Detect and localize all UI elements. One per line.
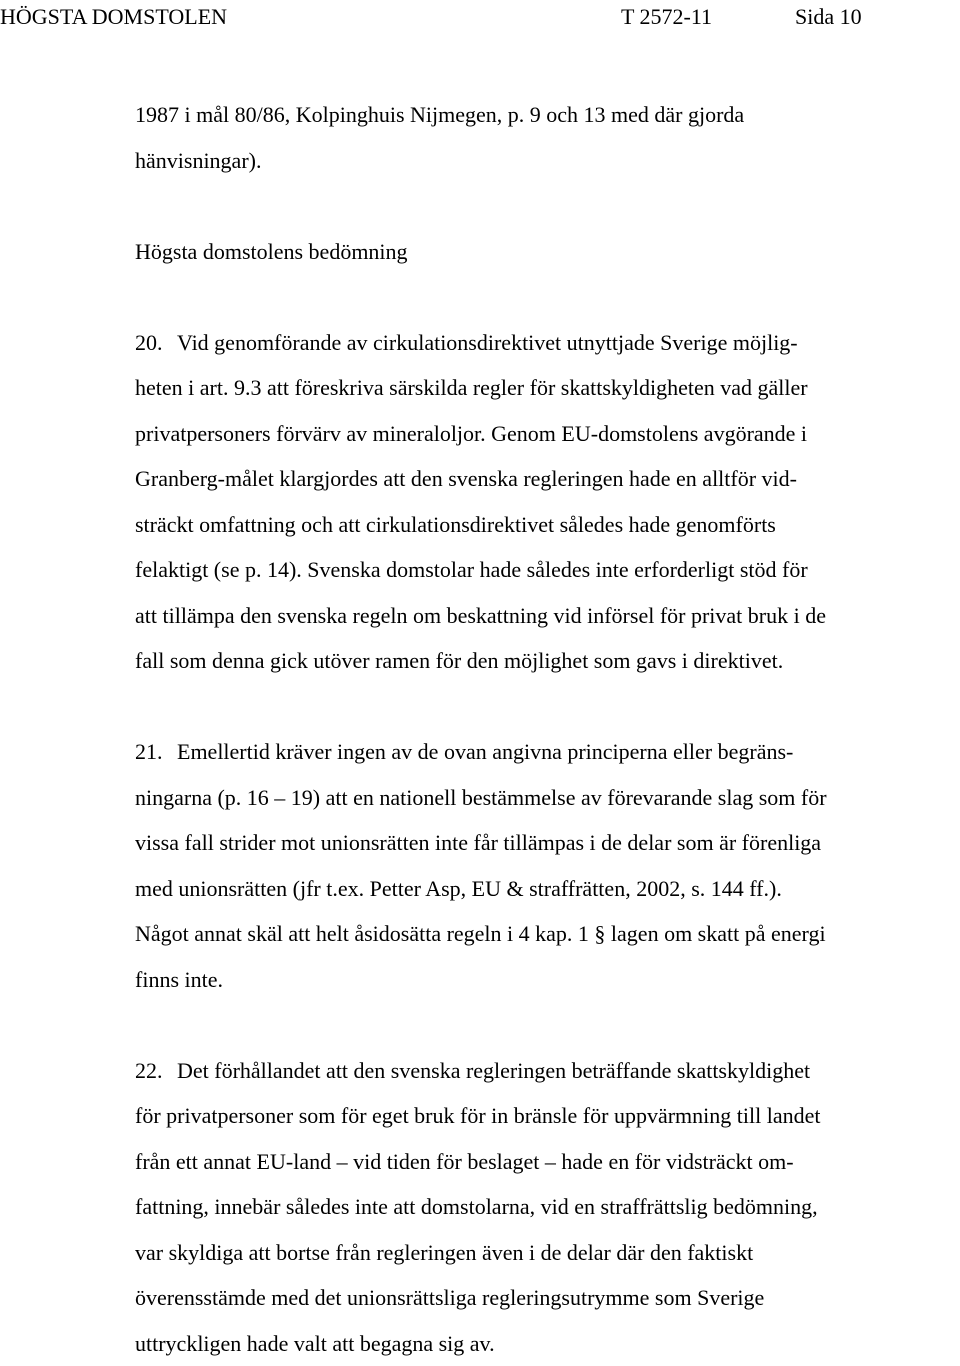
paragraph-number: 21. (135, 729, 177, 775)
text-line: var skyldiga att bortse från regleringen även i de delar där den faktiskt (135, 1230, 957, 1276)
court-name: HÖGSTA DOMSTOLEN (0, 2, 227, 32)
case-number: T 2572-11 (621, 2, 712, 32)
text-line: 1987 i mål 80/86, Kolpinghuis Nijmegen, p. 9 och 13 med där gjorda (135, 92, 957, 138)
page-header (0, 2, 960, 36)
text-line: finns inte. (135, 957, 957, 1003)
paragraph-20 (135, 320, 957, 684)
text-line: heten i art. 9.3 att föreskriva särskilda regler för skattskyldigheten vad gäller (135, 365, 957, 411)
text-line: med unionsrätten (jfr t.ex. Petter Asp, EU & straffrätten, 2002, s. 144 ff.). (135, 866, 957, 912)
text-line: Det förhållandet att den svenska regleringen beträffande skattskyldighet (177, 1058, 810, 1083)
text-line: överensstämde med det unionsrättsliga regleringsutrymme som Sverige (135, 1275, 957, 1321)
text-line: fattning, innebär således inte att domstolarna, vid en straffrättslig bedömning, (135, 1184, 957, 1230)
text-line: från ett annat EU-land – vid tiden för beslaget – hade en för vidsträckt om- (135, 1139, 957, 1185)
text-line: privatpersoners förvärv av mineraloljor. Genom EU-domstolens avgörande i (135, 411, 957, 457)
text-line: för privatpersoner som för eget bruk för in bränsle för uppvärmning till landet (135, 1093, 957, 1139)
text-line: Något annat skäl att helt åsidosätta regeln i 4 kap. 1 § lagen om skatt på energi (135, 911, 957, 957)
paragraph-number: 20. (135, 320, 177, 366)
text-line: Vid genomförande av cirkulationsdirektivet utnyttjade Sverige möjlig- (177, 330, 798, 355)
text-line: Granberg-målet klargjordes att den svenska regleringen hade en alltför vid- (135, 456, 957, 502)
section-heading: Högsta domstolens bedömning (135, 229, 957, 275)
document-body (135, 92, 957, 1366)
paragraph-21 (135, 729, 957, 1002)
text-line: felaktigt (se p. 14). Svenska domstolar hade således inte erforderligt stöd för (135, 547, 957, 593)
paragraph-22 (135, 1048, 957, 1366)
paragraph-number: 22. (135, 1048, 177, 1094)
text-line: vissa fall strider mot unionsrätten inte får tillämpas i de delar som är förenliga (135, 820, 957, 866)
text-line: att tillämpa den svenska regeln om beskattning vid införsel för privat bruk i de (135, 593, 957, 639)
page-number: Sida 10 (795, 2, 862, 32)
text-line: uttryckligen hade valt att begagna sig av. (135, 1321, 957, 1366)
intro-text (135, 92, 957, 183)
text-line: ningarna (p. 16 – 19) att en nationell bestämmelse av förevarande slag som för (135, 775, 957, 821)
text-line: Emellertid kräver ingen av de ovan angivna principerna eller begräns- (177, 739, 793, 764)
text-line: fall som denna gick utöver ramen för den möjlighet som gavs i direktivet. (135, 638, 957, 684)
text-line: hänvisningar). (135, 138, 957, 184)
text-line: sträckt omfattning och att cirkulationsdirektivet således hade genomförts (135, 502, 957, 548)
